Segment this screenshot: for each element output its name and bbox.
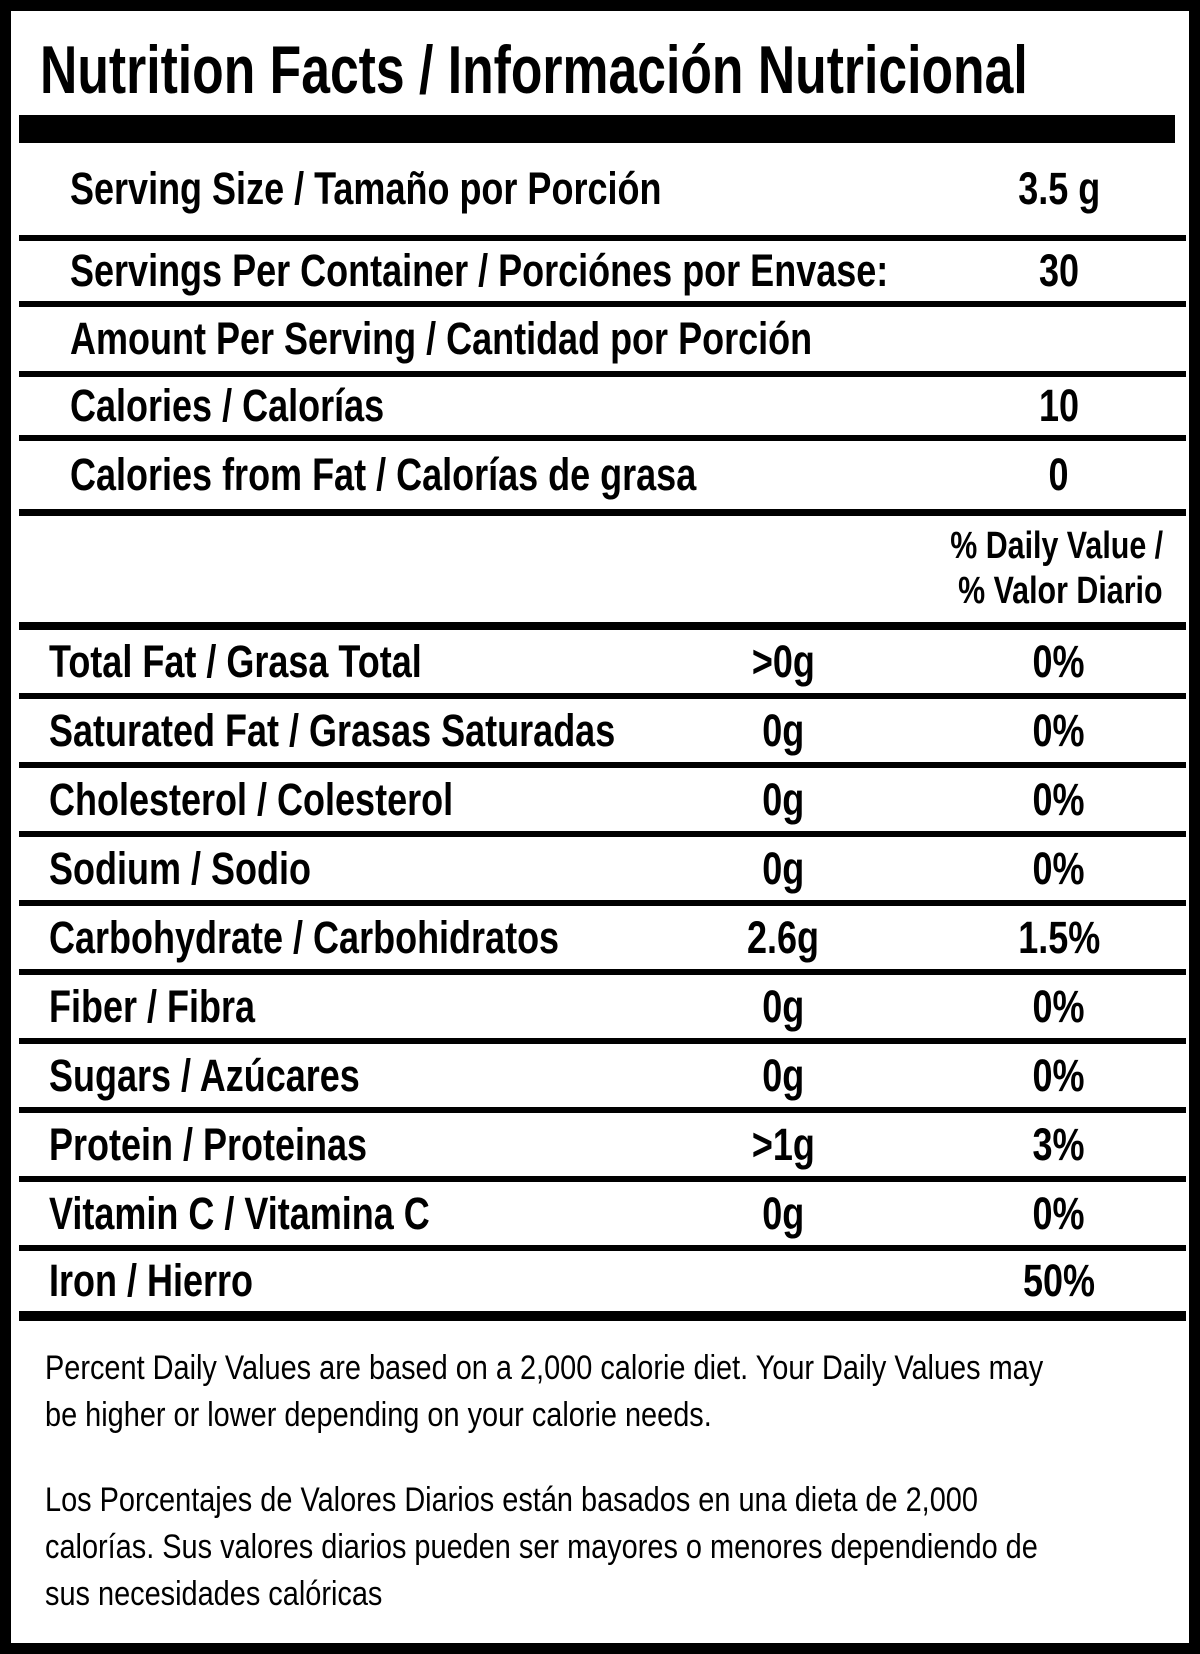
nutrient-percent: 0% [1032,704,1086,756]
footnote-line: calorías. Sus valores diarios pueden ser mayores o menores dependiendo de [45,1528,1038,1566]
calories-from-fat-label: Calories from Fat / Calorías de grasa [70,449,697,500]
nutrient-label: Carbohydrate / Carbohidratos [49,911,560,963]
footnote-line: be higher or lower depending on your calorie needs. [45,1396,712,1434]
calories-from-fat-row [19,441,1186,516]
nutrient-percent: 3% [1032,1118,1086,1170]
footnote-english [45,1345,1169,1439]
footnote-line: Percent Daily Values are based on a 2,000 calorie diet. Your Daily Values may [45,1349,1044,1387]
nutrient-percent: 0% [1032,1187,1086,1239]
serving-size-row [19,143,1186,241]
nutrient-amount: 0g [761,1049,804,1101]
nutrient-label: Iron / Hierro [49,1255,254,1306]
nutrient-label: Sugars / Azúcares [49,1049,360,1101]
amount-per-serving-label: Amount Per Serving / Cantidad por Porción [70,313,813,364]
nutrient-row-fiber [19,975,1186,1044]
nutrient-label: Total Fat / Grasa Total [49,635,422,687]
nutrient-amount: 0g [761,704,804,756]
nutrient-percent: 0% [1032,1049,1086,1101]
calories-label: Calories / Calorías [70,380,385,431]
servings-per-container-label: Servings Per Container / Porciónes por Envase: [70,245,889,296]
nutrient-percent: 1.5% [1017,911,1101,963]
amount-per-serving-row [19,307,1186,377]
nutrient-label: Sodium / Sodio [49,842,311,894]
nutrient-row-total-fat [19,630,1186,699]
nutrient-amount: 0g [761,842,804,894]
nutrient-row-vitamin-c [19,1182,1186,1251]
nutrient-row-carbohydrate [19,906,1186,975]
nutrient-percent: 0% [1032,842,1086,894]
nutrient-amount: 2.6g [746,911,820,963]
nutrient-row-cholesterol [19,768,1186,837]
nutrient-label: Saturated Fat / Grasas Saturadas [49,704,616,756]
nutrient-amount: >0g [751,635,815,687]
nutrient-label: Fiber / Fibra [49,980,256,1032]
daily-value-header [19,516,1186,630]
servings-per-container-row [19,241,1186,307]
calories-value: 10 [1038,380,1080,431]
nutrient-label: Vitamin C / Vitamina C [49,1187,430,1239]
nutrient-percent: 0% [1032,635,1086,687]
nutrient-row-sugars [19,1044,1186,1113]
nutrient-amount: 0g [761,773,804,825]
serving-section [19,143,1186,1321]
serving-size-label: Serving Size / Tamaño por Porción [70,163,662,214]
servings-per-container-value: 30 [1038,245,1080,296]
nutrient-row-protein [19,1113,1186,1182]
nutrient-amount [668,1255,898,1307]
calories-from-fat-value: 0 [1048,449,1070,500]
label-title-text: Nutrition Facts / Información Nutricional [40,32,1028,108]
nutrient-percent: 50% [1022,1255,1096,1306]
daily-value-header-line2: % Valor Diario [958,570,1163,612]
footnote-line: sus necesidades calóricas [45,1575,383,1613]
nutrient-row-sodium [19,837,1186,906]
label-title [40,33,1175,107]
daily-value-header-line1: % Daily Value / [950,525,1163,567]
nutrient-row-iron [19,1251,1186,1321]
title-separator-bar [19,115,1175,143]
nutrient-percent: 0% [1032,773,1086,825]
nutrient-label: Cholesterol / Colesterol [49,773,454,825]
footnote-line: Los Porcentajes de Valores Diarios están basados en una dieta de 2,000 [45,1481,978,1519]
calories-row [19,377,1186,441]
nutrient-amount: >1g [751,1118,815,1170]
nutrient-percent: 0% [1032,980,1086,1032]
nutrient-amount: 0g [761,980,804,1032]
nutrient-label: Protein / Proteinas [49,1118,368,1170]
nutrient-amount: 0g [761,1187,804,1239]
footnote-spanish [45,1477,1169,1618]
nutrient-row-saturated-fat [19,699,1186,768]
amount-per-serving-value [944,313,1174,365]
serving-size-value: 3.5 g [1017,163,1101,214]
